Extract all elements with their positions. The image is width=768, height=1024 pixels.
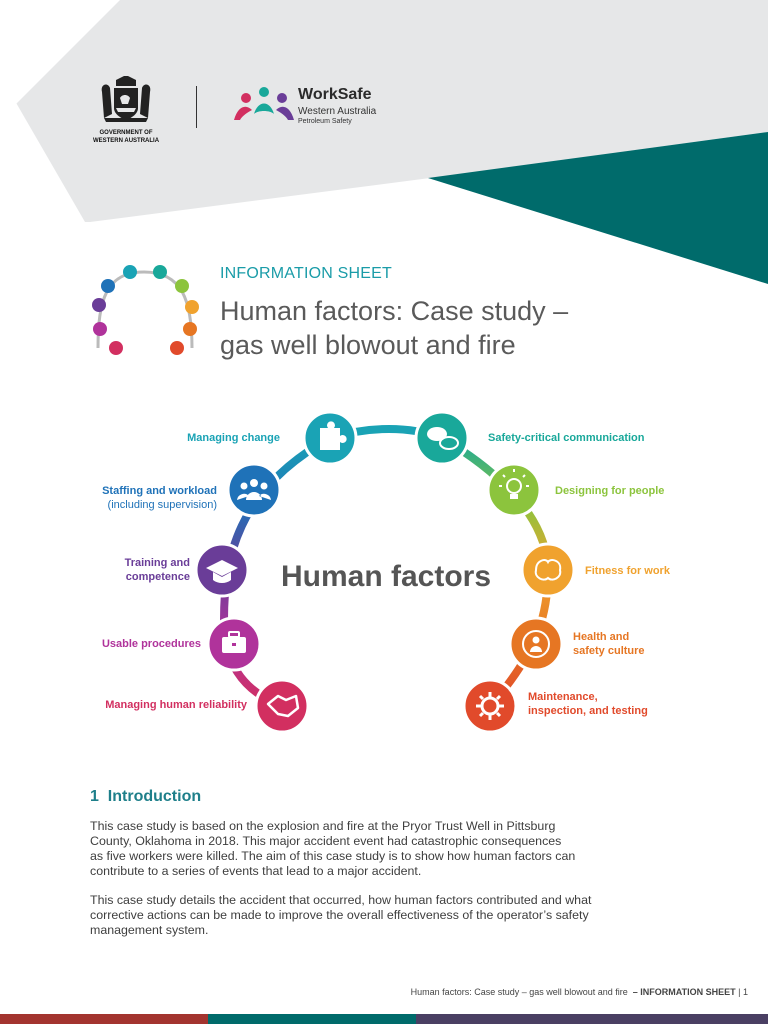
label-staffing-supervision: (including supervision) (107, 499, 217, 511)
human-factors-mini-arc-icon (84, 260, 208, 360)
title-line-2: gas well blowout and fire (220, 330, 516, 360)
footer-color-bars (0, 1014, 768, 1024)
label-managing-change: Managing change (187, 432, 280, 444)
staffing-workload-node (228, 464, 280, 516)
coat-of-arms-icon (94, 74, 158, 124)
diagram-center-label: Human factors (280, 560, 492, 593)
managing-human-reliability-node (256, 680, 308, 732)
section-number: 1 (90, 788, 99, 805)
label-safety-critical-communication: Safety-critical communication (488, 432, 645, 444)
label-fitness-for-work: Fitness for work (585, 565, 670, 577)
label-staffing-workload: Staffing and workload (102, 485, 217, 497)
training-competence-node (196, 544, 248, 596)
page-footer (411, 987, 748, 997)
intro-p2-line: corrective actions can be made to improve the overall effectiveness of the operator’s safety (90, 908, 589, 922)
health-safety-culture-node (510, 618, 562, 670)
intro-p2-line: management system. (90, 923, 209, 937)
label-usable-procedures: Usable procedures (101, 638, 201, 650)
page-number: | 1 (738, 987, 748, 997)
intro-p1-line: as five workers were killed. The aim of this case study is to show how human factors can (90, 849, 576, 863)
intro-p1-line: This case study is based on the explosion and fire at the Pryor Trust Well in Pittsburg (90, 819, 556, 833)
label-designing-for-people: Designing for people (555, 485, 665, 497)
footer-document-title: Human factors: Case study – gas well blowout and fire (410, 987, 628, 997)
footer-bar-red (0, 1014, 208, 1024)
label-inspection-testing: inspection, and testing (528, 705, 648, 717)
footer-document-type: – INFORMATION SHEET (632, 987, 736, 997)
logo-divider (196, 86, 197, 128)
gov-line-2: WESTERN AUSTRALIA (92, 138, 160, 144)
worksafe-division: Petroleum Safety (298, 118, 352, 125)
fitness-for-work-node (522, 544, 574, 596)
header-background (0, 0, 768, 290)
label-competence: competence (125, 571, 190, 583)
section-title: Introduction (107, 788, 202, 805)
intro-p1-line: County, Oklahoma in 2018. This major accident event had catastrophic consequences (90, 834, 562, 848)
maintenance-inspection-node (464, 680, 516, 732)
label-maintenance: Maintenance, (528, 691, 598, 703)
document-kicker: INFORMATION SHEET (220, 265, 392, 282)
label-health-and: Health and (573, 631, 630, 643)
section-heading-introduction (90, 788, 201, 806)
government-of-wa-logo (88, 74, 164, 145)
gov-line-1: GOVERNMENT OF (99, 130, 153, 136)
label-managing-human-reliability: Managing human reliability (105, 699, 247, 711)
footer-bar-purple (416, 1014, 768, 1024)
worksafe-subtitle: Western Australia (298, 106, 377, 117)
designing-for-people-node (488, 464, 540, 516)
human-factors-diagram (0, 400, 768, 740)
footer-bar-teal (208, 1014, 416, 1024)
worksafe-name: WorkSafe (298, 86, 372, 103)
intro-paragraph-1 (90, 819, 690, 879)
worksafe-people-icon (232, 84, 296, 124)
managing-change-node (304, 412, 356, 464)
intro-paragraph-2 (90, 893, 690, 938)
title-line-1: Human factors: Case study – (220, 296, 569, 326)
safety-critical-communication-node (416, 412, 468, 464)
document-title (220, 294, 740, 362)
usable-procedures-node (208, 618, 260, 670)
label-safety-culture: safety culture (573, 645, 645, 657)
label-training: Training and (124, 557, 190, 569)
intro-p1-line: contribute to a series of events that lead to a major accident. (90, 864, 422, 878)
intro-p2-line: This case study details the accident that occurred, how human factors contributed and what (90, 893, 592, 907)
